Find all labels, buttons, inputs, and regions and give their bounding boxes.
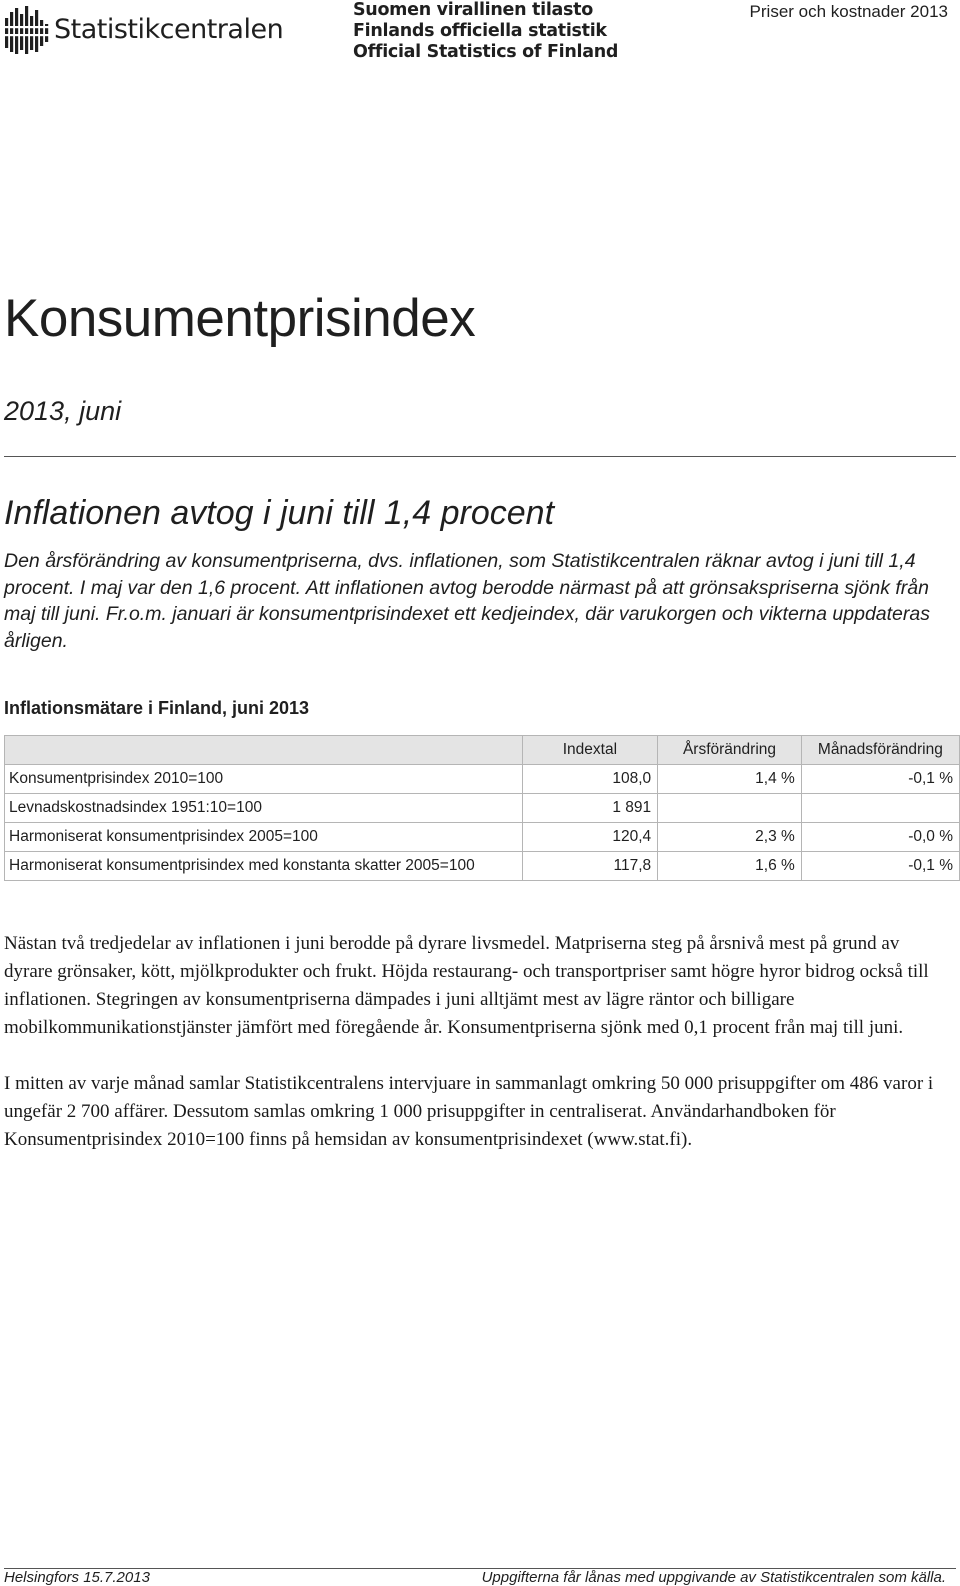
table-cell: 120,4	[522, 823, 658, 852]
official-line-en: Official Statistics of Finland	[353, 42, 619, 62]
series-title: Priser och kostnader 2013	[749, 2, 948, 21]
body-text	[4, 930, 950, 1182]
page-title: Konsumentprisindex	[4, 289, 476, 348]
table-cell-label: Harmoniserat konsumentprisindex 2005=100	[5, 823, 523, 852]
logo-mark-icon	[4, 4, 50, 56]
table-header-row	[5, 736, 960, 765]
table-header-cell	[5, 736, 523, 765]
inflation-table	[4, 735, 960, 881]
table-cell: 1,6 %	[658, 852, 802, 881]
lead-paragraph: Den årsförändring av konsumentpriserna, dvs. inflationen, som Statistikcentralen räknar avtog i juni till 1,4 procent. I maj var den 1,6 procent. Att inflationen avtog berodde närmast på att grönsakspriserna sjönk från maj till juni. Fr.o.m. januari är konsumentprisindexet ett kedjeindex, där varukorgen och vikterna uppdateras årligen.	[4, 550, 930, 652]
headline: Inflationen avtog i juni till 1,4 procent	[4, 494, 555, 532]
table-cell-label: Levnadskostnadsindex 1951:10=100	[5, 794, 523, 823]
table-row	[5, 823, 960, 852]
official-statistics-label	[353, 0, 618, 63]
table-cell: -0,0 %	[801, 823, 959, 852]
table-cell: 2,3 %	[658, 823, 802, 852]
table-cell-label: Konsumentprisindex 2010=100	[5, 765, 523, 794]
table-cell: 108,0	[522, 765, 658, 794]
table-row	[5, 794, 960, 823]
official-line-sv: Finlands officiella statistik	[353, 21, 607, 41]
table-title: Inflationsmätare i Finland, juni 2013	[4, 698, 310, 718]
table-cell	[801, 794, 959, 823]
table-cell: -0,1 %	[801, 852, 959, 881]
table-cell: 1 891	[522, 794, 658, 823]
table-cell	[658, 794, 802, 823]
body-paragraph: Nästan två tredjedelar av inflationen i juni berodde på dyrare livsmedel. Matpriserna steg på årsnivå mest på grund av dyrare grönsaker, kött, mjölkprodukter och frukt. Höjda restaurang- och transportpriser samt högre hyror bidrog också till inflationen. Stegringen av konsumentpriserna dämpades i juni alltjämt mest av lägre räntor och billigare mobilkommunikationstjänster jämfört med föregående år. Konsumentpriserna sjönk med 0,1 procent från maj till juni.	[4, 933, 929, 1038]
footer-source-note: Uppgifterna får lånas med uppgivande av Statistikcentralen som källa.	[481, 1569, 946, 1586]
table-row	[5, 765, 960, 794]
table-cell-label: Harmoniserat konsumentprisindex med konstanta skatter 2005=100	[5, 852, 523, 881]
table-cell: -0,1 %	[801, 765, 959, 794]
official-line-fi: Suomen virallinen tilasto	[353, 0, 593, 20]
footer-place-date: Helsingfors 15.7.2013	[4, 1569, 150, 1586]
logo-text: Statistikcentralen	[54, 14, 284, 45]
table-cell: 1,4 %	[658, 765, 802, 794]
table-header-cell: Månadsförändring	[801, 736, 959, 765]
body-paragraph: I mitten av varje månad samlar Statistikcentralens intervjuare in sammanlagt omkring 50 000 prisuppgifter om 486 varor i ungefär 2 700 affärer. Dessutom samlas omkring 1 000 prisuppgifter in centraliserat. Användarhandboken för Konsumentprisindex 2010=100 finns på hemsidan av konsumentprisindexet (www.stat.fi).	[4, 1073, 934, 1150]
title-divider	[4, 456, 956, 457]
statistikcentralen-logo	[4, 4, 304, 60]
table-header-cell: Indextal	[522, 736, 658, 765]
table-row	[5, 852, 960, 881]
table-cell: 117,8	[522, 852, 658, 881]
period-label: 2013, juni	[4, 396, 122, 426]
table-header-cell: Årsförändring	[658, 736, 802, 765]
